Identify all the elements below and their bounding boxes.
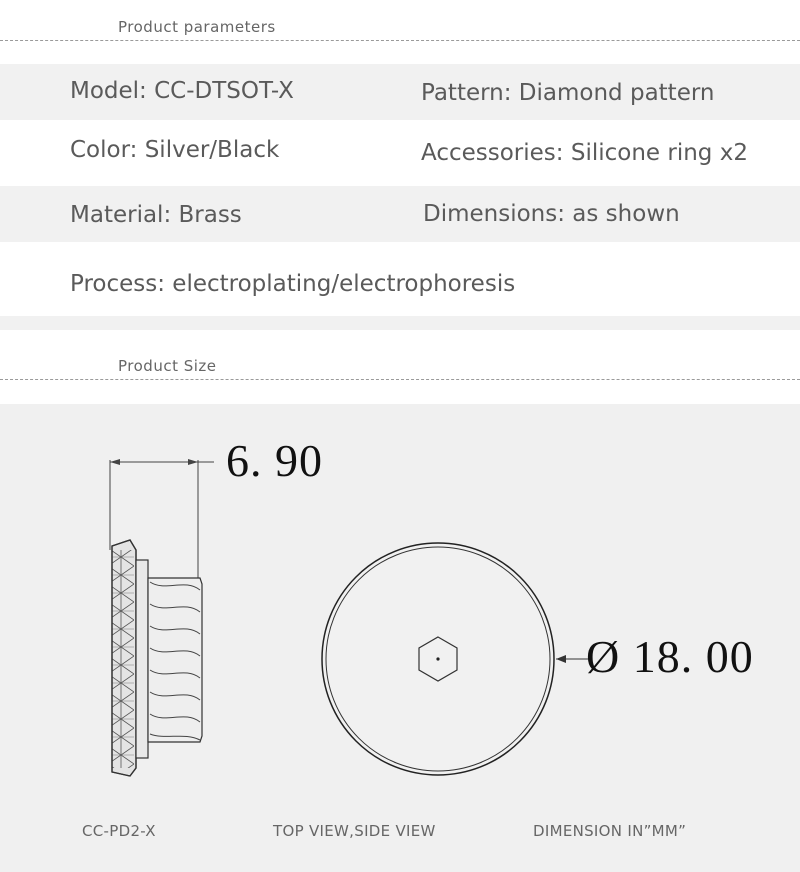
caption-views: TOP VIEW,SIDE VIEW [273, 822, 436, 840]
product-parameters-heading: Product parameters [118, 18, 276, 36]
param-accessories: Accessories: Silicone ring x2 [421, 140, 748, 166]
param-dimensions: Dimensions: as shown [423, 201, 680, 227]
param-pattern: Pattern: Diamond pattern [421, 80, 715, 106]
caption-model-code: CC-PD2-X [82, 822, 156, 840]
side-view-fitting [112, 540, 202, 776]
param-color: Color: Silver/Black [70, 137, 280, 163]
param-model: Model: CC-DTSOT-X [70, 78, 294, 104]
top-view-fitting [322, 543, 554, 775]
param-material: Material: Brass [70, 202, 242, 228]
product-size-heading: Product Size [118, 357, 217, 375]
thickness-label: 6. 90 [226, 435, 323, 486]
diameter-label: Ø 18. 00 [586, 631, 754, 682]
caption-units: DIMENSION IN”MM” [533, 822, 687, 840]
param-process: Process: electroplating/electrophoresis [70, 271, 516, 297]
diameter-dimension [556, 655, 590, 663]
